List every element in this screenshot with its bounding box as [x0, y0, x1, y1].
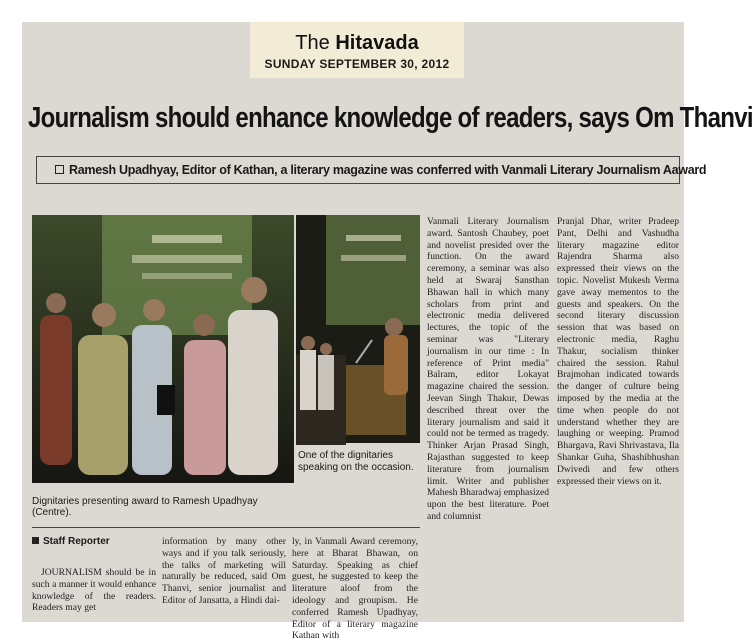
article-column-2: information by many other ways and if you talk seriously, the talks of marketing will naturally be reduced, said Om Thanvi, senior journalist and Editor of Jansatta, a Hindi dai- — [162, 536, 286, 606]
masthead — [250, 22, 464, 78]
speaker-photo-illustration — [296, 215, 420, 443]
award-photo — [32, 215, 294, 483]
subheadline-box — [36, 156, 707, 184]
subheadline: Ramesh Upadhyay, Editor of Kathan, a literary magazine was conferred with Vanmali Literary Journalism Aaward — [69, 163, 707, 177]
photo-caption-left: Dignitaries presenting award to Ramesh Upadhyay (Centre). — [32, 496, 258, 518]
speaker-photo — [296, 215, 420, 443]
article-column-1: JOURNALISM should be in such a manner it would enhance knowledge of the readers. Readers may get — [32, 567, 156, 614]
newspaper-name: The Hitavada — [295, 32, 419, 54]
newspaper-clipping — [22, 22, 753, 642]
headline: Journalism should enhance knowledge of readers, says Om Thanvi — [28, 102, 753, 134]
award-photo-illustration — [32, 215, 294, 483]
checkbox-bullet-icon — [55, 165, 64, 174]
article-column-5: Pranjal Dhar, writer Pradeep Pant, Delhi and Vashudha literary magazine editor Rajendra Sharma also expressed their views on the topic. Novelist Mukesh Verma gave away mementos to the guests and speakers. On the second literary discussion session that was based on electronic media, Raghu Thakur, socialism thinker chaired the session. Rahul Brajmohan indicated towards the danger of culture being imposed by the media at the time when people do not understand whether they are laughing or weeping. Pramod Bhargava, Ravi Shrivastava, Ila Shankar Guha, Shashibhushan Dwivedi and few others expressed their views on it. — [557, 216, 679, 487]
square-bullet-icon — [32, 537, 39, 544]
caption-divider — [32, 527, 420, 528]
article-column-4: Vanmali Literary Journalism award. Santosh Chaubey, poet and novelist presided over the function. On the award ceremony, a seminar was also held at Swaraj Sansthan Bhawan hall in which many scholars from print and electronic media delivered lectures, the topic of the seminar was "Literary journalism in our time : In reference of Print media" Balram, editor Lokayat magazine chaired the session. Jeevan Singh Thakur, Dewas described threat over the literary journalism and said it could not be termed as tragedy. Thinker Arjan Prasad Singh, Rajasthan suggested to keep literature from journalism limit. Writer and publisher Mahesh Bharadwaj emphasized upon the best literature. Poet and columnist — [427, 216, 550, 522]
byline: Staff Reporter — [32, 536, 110, 547]
publication-date: SUNDAY SEPTEMBER 30, 2012 — [264, 57, 450, 71]
photo-caption-right: One of the dignitaries speaking on the occasion. — [298, 450, 414, 473]
article-column-3: ly, in Vanmali Award ceremony, here at Bharat Bhawan, on Saturday. Speaking as chief guest, he suggested to keep the literature aloof from the ideology and groupism. He conferred Ramesh Upadhyay, Editor of a literary magazine Kathan with — [292, 536, 418, 642]
